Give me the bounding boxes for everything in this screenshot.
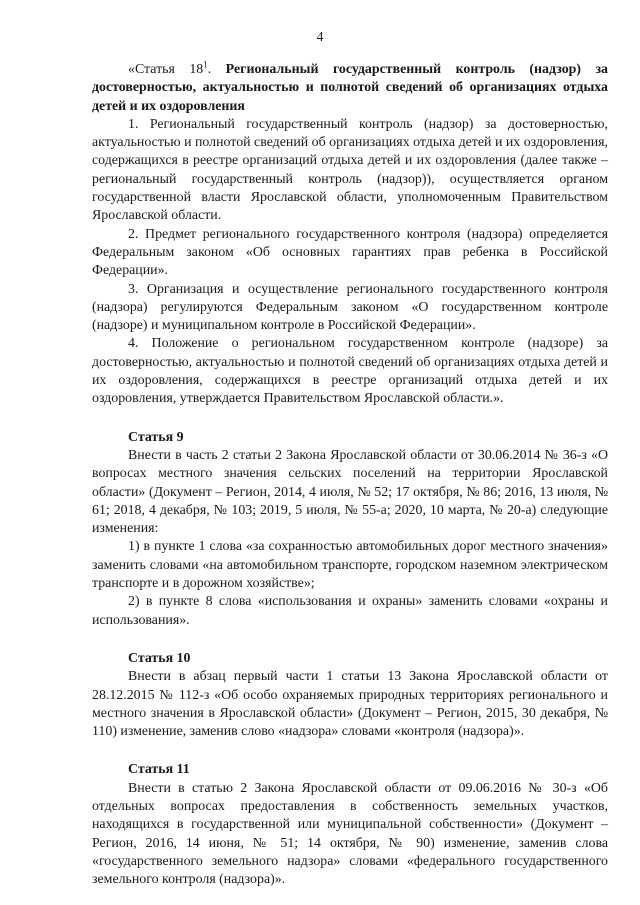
article-18-1-paragraph-2: 2. Предмет регионального государственного контроля (надзора) определяется Федеральным законом «Об основных гарантиях прав ребенка в Российской Федерации». (92, 226, 608, 279)
section-gap (92, 409, 608, 429)
page-number: 4 (316, 30, 324, 45)
article-9-title: Статья 9 (128, 429, 184, 445)
article-18-1-heading (92, 61, 608, 116)
article-18-1-title: Региональный государственный контроль (надзор) за достоверностью, актуальностью и полнотой сведений об организациях отдыха детей и их оздоровления (92, 62, 608, 114)
document-body (92, 61, 608, 889)
article-11-paragraph-1: Внести в статью 2 Закона Ярославской области от 09.06.2016 № 30-з «Об отдельных вопросах предоставления в собственность земельных участков, находящихся в государственной или муниципальной собственности» (Документ – Регион, 2016, 14 июня, № 51; 14 октября, № 90) изменение, заменив слова «государственного земельного надзора» словами «федерального государственного земельного контроля (надзора)». (92, 780, 608, 888)
article-18-1-paragraph-4: 4. Положение о региональном государственном контроле (надзоре) за достоверностью, актуальностью и полнотой сведений об организациях отдыха детей и их оздоровления, содержащихся в реестре организаций отдыха детей и их оздоровления, утверждается Правительством Ярославской области.». (92, 336, 608, 407)
article-9-paragraph-3: 2) в пункте 8 слова «использования и охраны» заменить словами «охраны и использования». (92, 594, 608, 628)
article-9-paragraph-1: Внести в часть 2 статьи 2 Закона Ярославской области от 30.06.2014 № 36-з «О вопросах местного значения сельских поселений на территории Ярославской области» (Документ – Регион, 2014, 4 июля, № 52; 17 октября, № 86; 2016, 13 июля, № 61; 2018, 4 декабря, № 103; 2019, 5 июля, № 55-а; 2020, 10 марта, № 20-а) следующие изменения: (92, 447, 608, 537)
article-18-1-dot: . (207, 62, 212, 77)
article-11-title: Статья 11 (128, 762, 190, 778)
section-gap (92, 630, 608, 650)
article-18-1-paragraph-1: 1. Региональный государственный контроль (надзор) за достоверностью, актуальностью и полнотой сведений об организациях отдыха детей и их оздоровления, содержащихся в реестре организаций отдыха детей и их оздоровления (далее также – региональный государственный контроль (надзор)), осуществляется органом государственной власти Ярославской области, уполномоченным Правительством Ярославской области. (92, 116, 608, 224)
article-10-paragraph-1: Внести в абзац первый части 1 статьи 13 Закона Ярославской области от 28.12.2015 № 112-з «Об особо охраняемых природных территориях регионального и местного значения в Ярославской области» (Документ – Регион, 2015, 30 декабря, № 110) изменение, заменив слово «надзора» словами «контроля (надзора)». (92, 669, 608, 740)
section-gap (92, 741, 608, 761)
article-10-title: Статья 10 (128, 650, 191, 666)
article-18-1-prefix: «Статья 18 (128, 62, 204, 77)
article-9-paragraph-2: 1) в пункте 1 слова «за сохранностью автомобильных дорог местного значения» заменить словами «на автомобильном транспорте, городском наземном электрическом транспорте и в дорожном хозяйстве»; (92, 539, 608, 592)
article-18-1-superscript: 1 (203, 59, 208, 70)
article-18-1-paragraph-3: 3. Организация и осуществление регионального государственного контроля (надзора) регулируются Федеральным законом «О государственном контроле (надзоре) и муниципальном контроле в Российской Федерации». (92, 281, 608, 334)
